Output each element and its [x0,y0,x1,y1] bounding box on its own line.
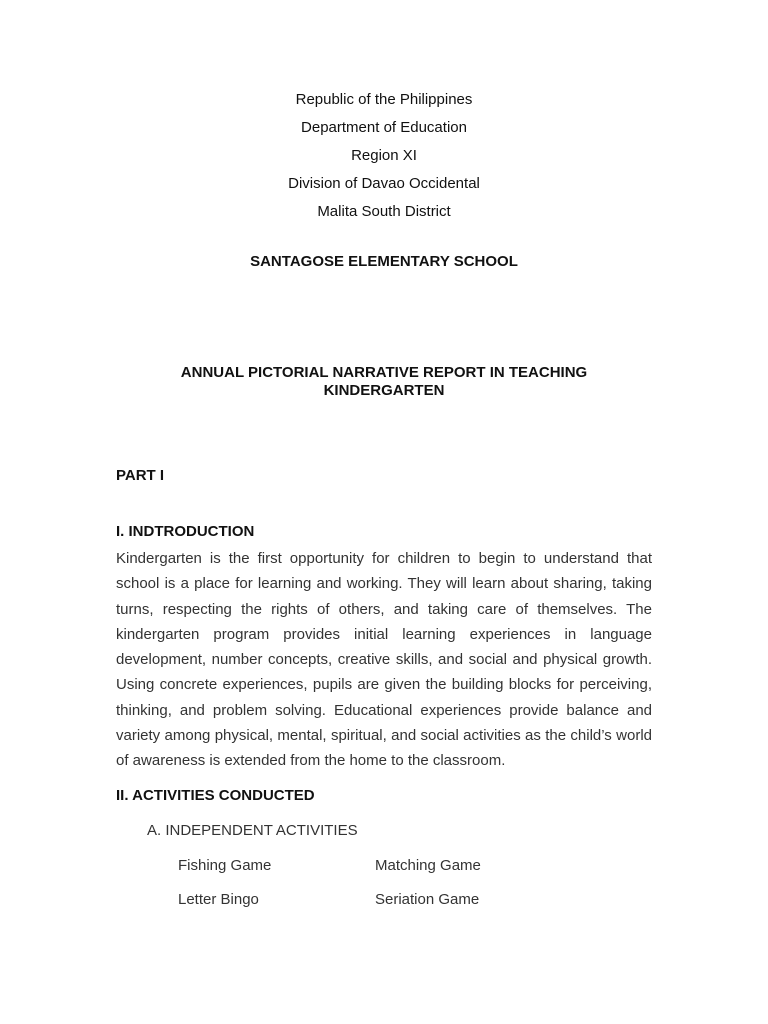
school-name: SANTAGOSE ELEMENTARY SCHOOL [250,253,518,270]
letterhead-region: Region XI [351,147,417,164]
letterhead-division: Division of Davao Occidental [288,175,480,192]
letterhead-department: Department of Education [301,119,467,136]
part-label: PART I [116,467,165,484]
introduction-paragraph: Kindergarten is the first opportunity for children to begin to understand that school is a place for learning and working. They will learn about sharing, taking turns, respecting the rights of others, and taking care of themselves. The kindergarten program provides initial learning experiences in language development, number concepts, creative skills, and social and physical growth. Using concrete experiences, pupils are given the building blocks for perceiving, thinking, and problem solving. Educational experiences provide balance and variety among physical, mental, spiritual, and social activities as the child’s world of awareness is extended from the home to the classroom. [116,550,652,770]
report-title-line-2: KINDERGARTEN [323,382,445,399]
activity-item: Fishing Game [178,857,272,874]
letterhead-district: Malita South District [317,203,451,220]
report-title [0,364,768,400]
letterhead [0,86,768,226]
report-title-line-1: ANNUAL PICTORIAL NARRATIVE REPORT IN TEACHING [180,364,588,381]
activity-item: Seriation Game [375,891,480,908]
activities-row [178,890,518,924]
activities-row [178,856,518,890]
introduction-heading: I. INDTRODUCTION [116,523,255,540]
activities-heading: II. ACTIVITIES CONDUCTED [116,787,315,804]
letterhead-country: Republic of the Philippines [295,91,473,108]
activity-item: Letter Bingo [178,891,259,908]
activity-item: Matching Game [375,857,481,874]
independent-activities-subheading: A. INDEPENDENT ACTIVITIES [147,822,358,839]
activities-list [178,856,518,924]
